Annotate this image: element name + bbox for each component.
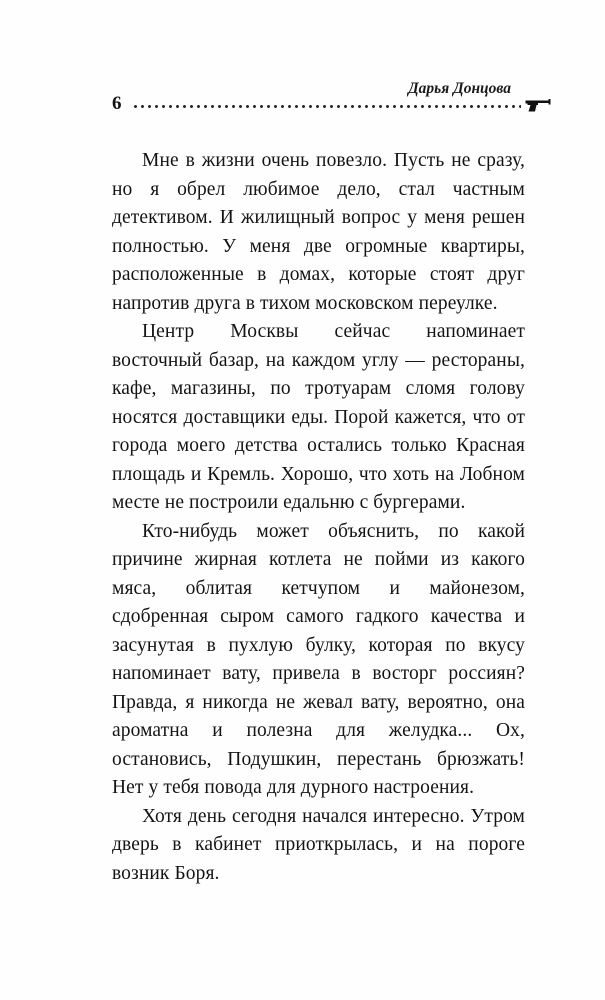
page-header xyxy=(112,80,525,113)
pistol-icon xyxy=(525,98,551,112)
paragraph-4: Хотя день сегодня начался интересно. Утром дверь в кабинет приоткрылась, и на пороге возник Боря. xyxy=(112,805,525,884)
dotted-rule xyxy=(132,104,522,109)
running-head-author: Дарья Донцова xyxy=(408,80,511,97)
paragraph-1: Мне в жизни очень повезло. Пусть не сразу, но я обрел любимое дело, стал частным детективом. И жилищный вопрос у меня решен полностью. У меня две огромные квартиры, расположенные в домах, которые стоят друг напротив друга в тихом московском переулке. xyxy=(112,150,525,314)
paragraph-2: Центр Москвы сейчас напоминает восточный базар, на каждом углу — рестораны, кафе, магазины, по тротуарам сломя голову носятся доставщики еды. Порой кажется, что от города моего детства остались только Красная площадь и Кремль. Хорошо, что хоть на Лобном месте не построили едальню с бургерами. xyxy=(112,321,525,513)
page-body xyxy=(112,147,525,888)
paragraph-3: Кто-нибудь может объяснить, по какой причине жирная котлета не пойми из какого мяса, облитая кетчупом и майонезом, сдобренная сыром самого гадкого качества и засунутая в пухлую булку, которая по вкусу напоминает вату, привела в восторг россиян? Правда, я никогда не жевал вату, вероятно, она ароматна и полезна для желудка... Ох, остановись, Подушкин, перестань брюзжать! Нет у тебя повода для дурного настроения. xyxy=(112,520,525,798)
page-number: 6 xyxy=(112,92,122,114)
